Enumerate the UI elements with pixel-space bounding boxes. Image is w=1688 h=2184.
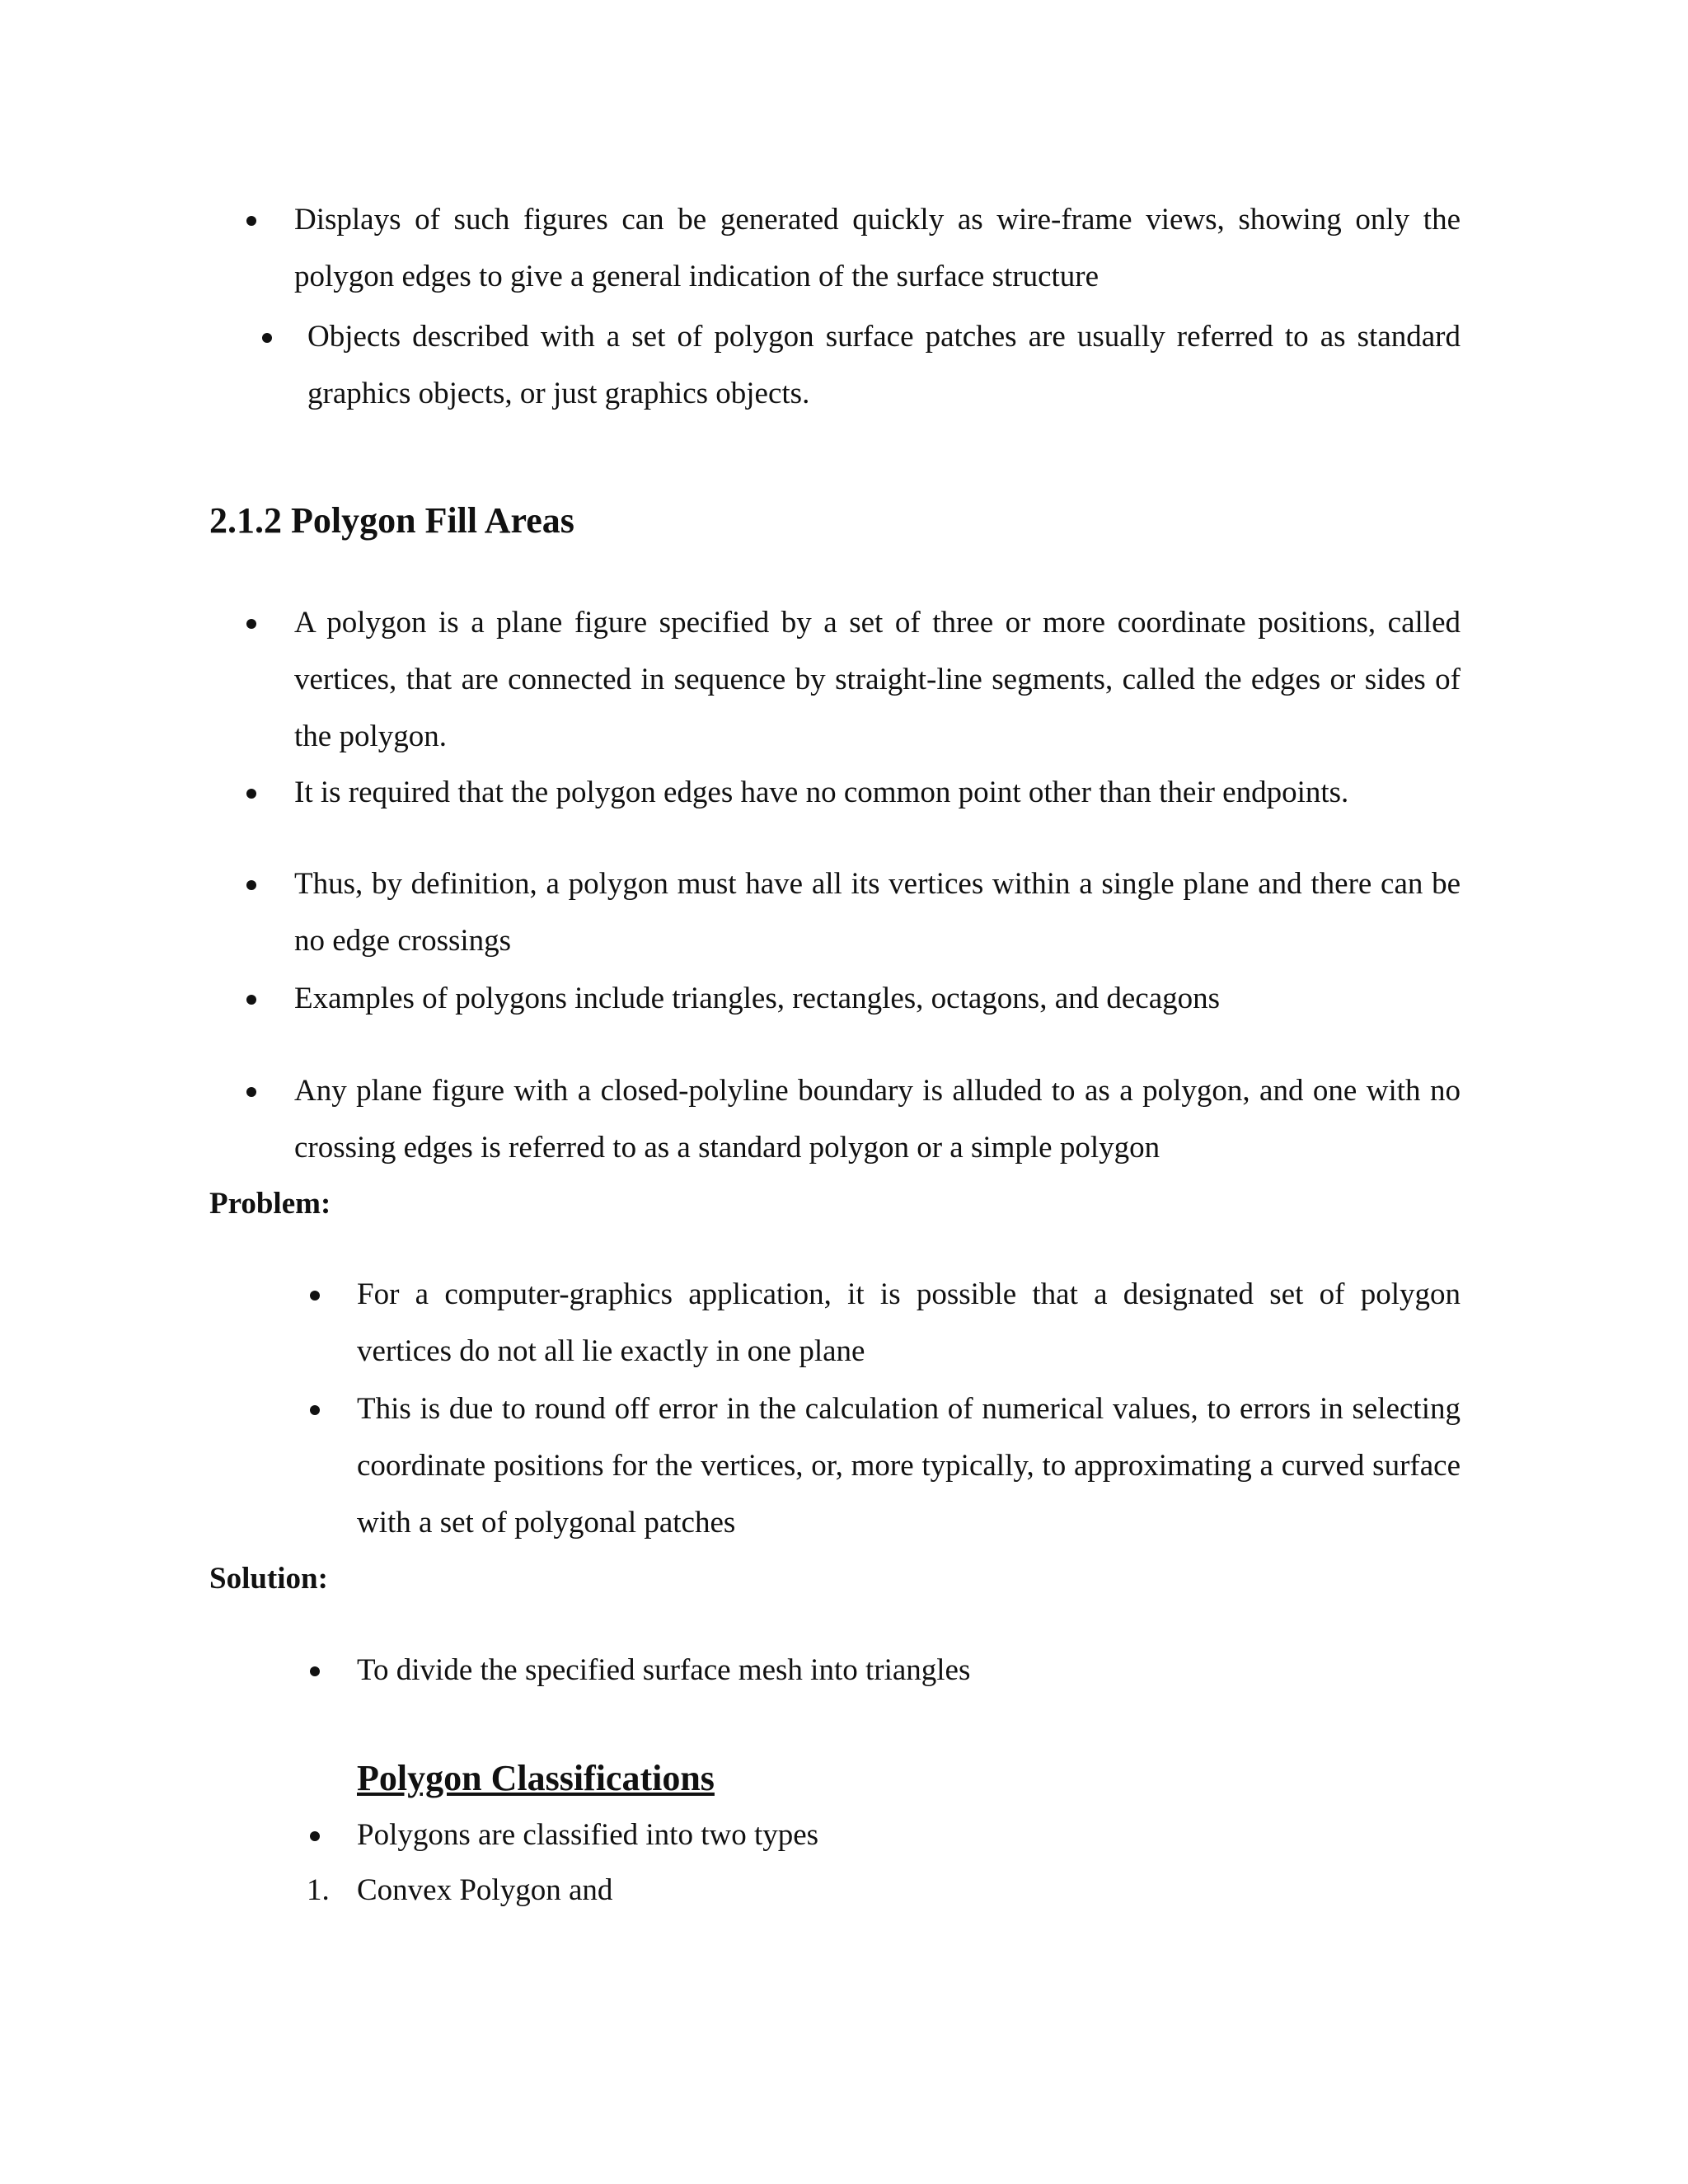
bullet-icon <box>310 1831 320 1841</box>
section-bullet-text: Any plane figure with a closed-polyline boundary is alluded to as a polygon, and one with no crossing edges is referred to as a standard polygon or a simple polygon <box>294 1074 1461 1165</box>
problem-label: Problem: <box>209 1187 331 1221</box>
bullet-icon <box>246 880 256 890</box>
bullet-icon <box>310 1666 320 1676</box>
top-bullet-text: Displays of such figures can be generated quickly as wire-frame views, showing only the polygon edges to give a general indication of the surface structure <box>294 203 1461 293</box>
solution-label: Solution: <box>209 1562 328 1596</box>
section-bullet-text: Examples of polygons include triangles, rectangles, octagons, and decagons <box>294 982 1221 1015</box>
section-bullet-text: It is required that the polygon edges have no common point other than their endpoints. <box>294 776 1349 809</box>
solution-bullet-text: To divide the specified surface mesh into triangles <box>357 1653 971 1687</box>
section-heading: 2.1.2 Polygon Fill Areas <box>209 500 574 541</box>
bullet-icon <box>246 995 256 1005</box>
numbered-item-text: Convex Polygon and <box>357 1873 613 1907</box>
bullet-icon <box>262 333 272 343</box>
bullet-icon <box>246 619 256 629</box>
bullet-icon <box>246 216 256 226</box>
top-bullet-text: Objects described with a set of polygon surface patches are usually referred to as standard graphics objects, or just graphics objects. <box>307 320 1461 410</box>
problem-bullet-text: For a computer-graphics application, it is possible that a designated set of polygon vertices do not all lie exactly in one plane <box>357 1277 1461 1368</box>
bullet-icon <box>246 789 256 799</box>
list-number: 1. <box>307 1873 330 1907</box>
classifications-heading: Polygon Classifications <box>357 1758 715 1798</box>
section-bullet-text: Thus, by definition, a polygon must have all its vertices within a single plane and there can be no edge crossings <box>294 867 1461 958</box>
bullet-icon <box>246 1087 256 1097</box>
bullet-icon <box>310 1405 320 1415</box>
section-bullet-text: A polygon is a plane figure specified by a set of three or more coordinate positions, called vertices, that are connected in sequence by straight-line segments, called the edges or sides of the polygon. <box>294 606 1461 753</box>
classifications-bullet-text: Polygons are classified into two types <box>357 1818 819 1852</box>
bullet-icon <box>310 1291 320 1301</box>
problem-bullet-text: This is due to round off error in the calculation of numerical values, to errors in selecting coordinate positions for the vertices, or, more typically, to approximating a curved surface with a set of polygonal patches <box>357 1392 1461 1540</box>
